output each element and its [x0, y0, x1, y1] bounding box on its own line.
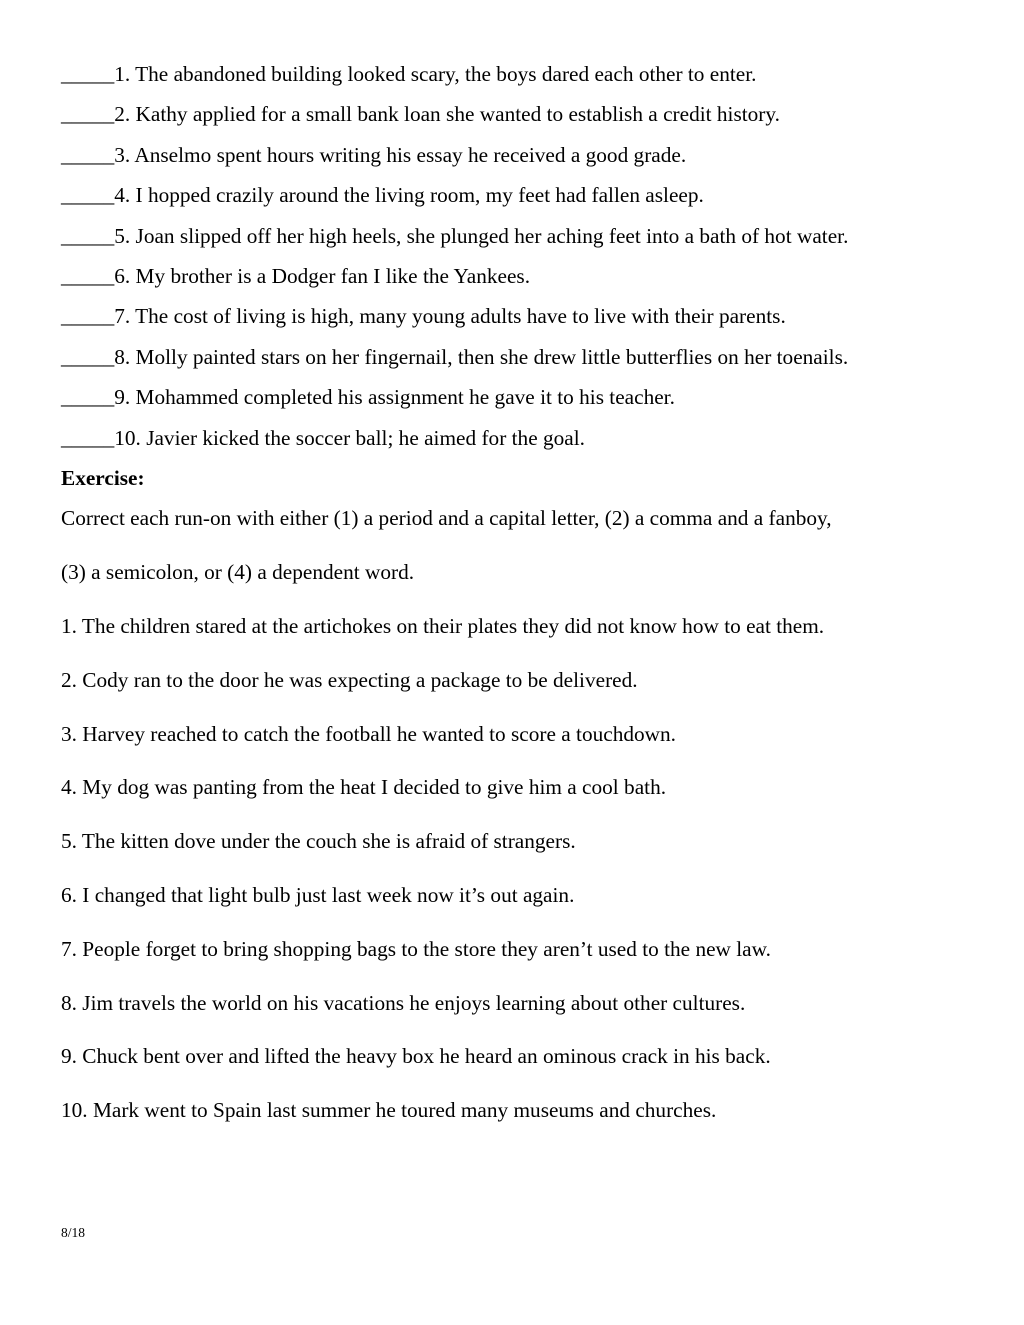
exercise-instructions [61, 504, 961, 612]
list-item: _____3. Anselmo spent hours writing his essay he received a good grade. [61, 142, 687, 167]
exercise-item: 10. Mark went to Spain last summer he toured many museums and churches. [61, 1098, 717, 1123]
list-item: _____10. Javier kicked the soccer ball; he aimed for the goal. [61, 425, 585, 450]
exercise-item: 6. I changed that light bulb just last week now it’s out again. [61, 882, 575, 907]
exercise-item: 7. People forget to bring shopping bags to the store they aren’t used to the new law. [61, 936, 771, 961]
exercise-item: 1. The children stared at the artichokes on their plates they did not know how to eat them. [61, 614, 825, 638]
exercise-list [61, 612, 961, 1150]
exercise-item: 3. Harvey reached to catch the football he wanted to score a touchdown. [61, 721, 676, 746]
exercise-item: 5. The kitten dove under the couch she is afraid of strangers. [61, 829, 576, 854]
identification-list [61, 60, 961, 464]
list-item: _____7. The cost of living is high, many young adults have to live with their parents. [61, 304, 786, 329]
list-item: _____5. Joan slipped off her high heels, she plunged her aching feet into a bath of hot water. [61, 223, 849, 248]
page-number: 8/18 [61, 1225, 86, 1240]
list-item: _____9. Mohammed completed his assignment he gave it to his teacher. [61, 385, 675, 410]
exercise-item: 4. My dog was panting from the heat I decided to give him a cool bath. [61, 775, 667, 800]
instructions-line: Correct each run-on with either (1) a period and a capital letter, (2) a comma and a fanboy, [61, 506, 832, 530]
list-item: _____2. Kathy applied for a small bank loan she wanted to establish a credit history. [61, 102, 780, 127]
list-item: _____4. I hopped crazily around the living room, my feet had fallen asleep. [61, 183, 704, 208]
instructions-line: (3) a semicolon, or (4) a dependent word. [61, 560, 415, 584]
list-item: _____1. The abandoned building looked scary, the boys dared each other to enter. [61, 62, 757, 86]
exercise-heading: Exercise: [61, 466, 145, 490]
exercise-item: 8. Jim travels the world on his vacations he enjoys learning about other cultures. [61, 990, 746, 1015]
list-item: _____6. My brother is a Dodger fan I like the Yankees. [61, 263, 531, 288]
exercise-item: 2. Cody ran to the door he was expecting a package to be delivered. [61, 667, 638, 692]
list-item: _____8. Molly painted stars on her fingernail, then she drew little butterflies on her toenails. [61, 344, 849, 369]
exercise-item: 9. Chuck bent over and lifted the heavy box he heard an ominous crack in his back. [61, 1044, 771, 1069]
